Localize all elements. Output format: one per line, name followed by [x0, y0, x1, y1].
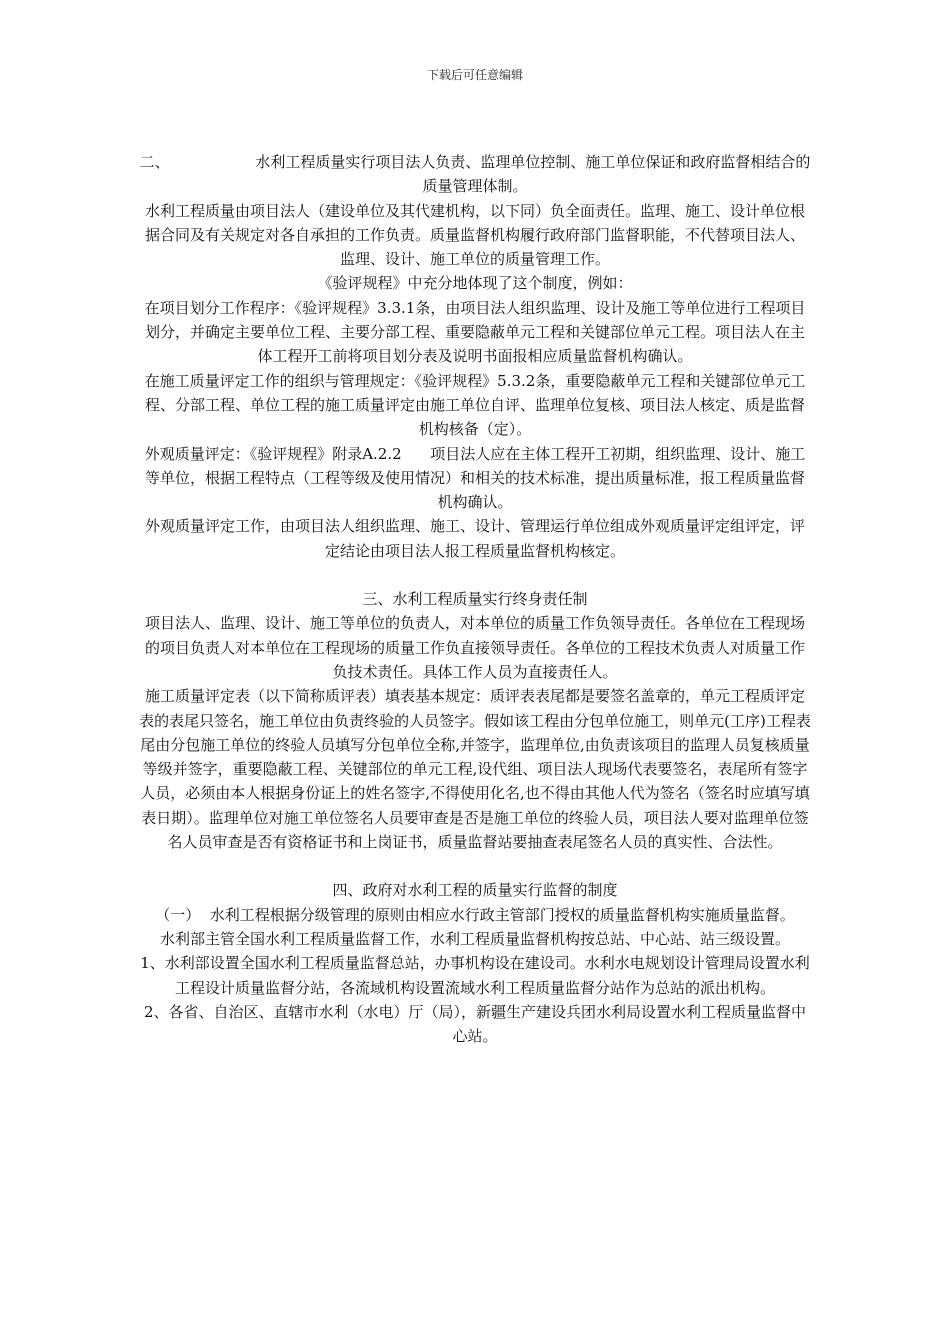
section-4-paragraph-4: 2、各省、自治区、直辖市水利（水电）厅（局），新疆生产建设兵团水利局设置水利工程质量监督中心站。 [143, 1002, 807, 1046]
section-4-paragraph-2: 水利部主管全国水利工程质量监督工作，水利工程质量监督机构按总站、中心站、站三级设置。 [159, 929, 790, 948]
section-2-paragraph-5: 外观质量评定：《验评规程》附录A.2.2 项目法人应在主体工程开工初期，组织监理、设计、施工等单位，根据工程特点（工程等级及使用情况）和相关的技术标准，提出质量标准，报工程质量监督机构确认。 [144, 444, 806, 512]
section-4-heading: 四、政府对水利工程的质量实行监督的制度 [332, 881, 618, 900]
section-spacer [138, 563, 812, 587]
section-2-paragraph-3: 在项目划分工作程序：《验评规程》3.3.1条，由项目法人组织监理、设计及施工等单位进行工程项目划分，并确定主要单位工程、主要分部工程、重要隐蔽单元工程和关键部位单元工程。项目法人在主体工程开工前将项目划分表及说明书面报相应质量监督机构确认。 [144, 298, 806, 366]
page-header: 下载后可任意编辑 [426, 68, 523, 82]
section-4-paragraph-3: 1、水利部设置全国水利工程质量监督总站，办事机构设在建设司。水利水电规划设计管理局设置水利工程设计质量监督分站，各流域机构设置流域水利工程质量监督分站作为总站的派出机构。 [140, 954, 810, 997]
section-2-paragraph-6: 外观质量评定工作，由项目法人组织监理、施工、设计、管理运行单位组成外观质量评定组评定，评定结论由项目法人报工程质量监督机构核定。 [144, 517, 805, 560]
document-body [138, 150, 812, 1048]
section-2-paragraph-4: 在施工质量评定工作的组织与管理规定：《验评规程》5.3.2条，重要隐蔽单元工程和关键部位单元工程、分部工程、单位工程的施工质量评定由施工单位自评、监理单位复核、项目法人核定、质是监督机构核备（定）。 [144, 371, 806, 439]
section-3-paragraph-2: 施工质量评定表（以下简称质评表）填表基本规定：质评表表尾都是要签名盖章的，单元工程质评定表的表尾只签名，施工单位由负责终验的人员签字。假如该工程由分包单位施工，则单元(工序)工程表尾由分包施工单位的终验人员填写分包单位全称,并签字，监理单位,由负责该项目的监理人员复核质量等级并签字，重要隐蔽工程、关键部位的单元工程,设代组、项目法人现场代表要签名，表尾所有签字人员，必须由本人根据身份证上的姓名签字,不得使用化名,也不得由其他人代为签名（签名时应填写填表日期）。监理单位对施工单位签名人员要审查是否是施工单位的终验人员，项目法人要对监理单位签名人员审查是否有资格证书和上岗证书，质量监督站要抽查表尾签名人员的真实性、合法性。 [139, 687, 811, 852]
section-3-paragraph-1: 项目法人、监理、设计、施工等单位的负责人，对本单位的质量工作负领导责任。各单位在工程现场的项目负责人对本单位在工程现场的质量工作负直接领导责任。各单位的工程技术负责人对质量工作负技术责任。具体工作人员为直接责任人。 [144, 614, 805, 681]
section-2-heading: 二、 水利工程质量实行项目法人负责、监理单位控制、施工单位保证和政府监督相结合的质量管理体制。 [139, 153, 811, 196]
section-4-paragraph-1: （一） 水利工程根据分级管理的原则由相应水行政主管部门授权的质量监督机构实施质量监督。 [155, 905, 795, 924]
section-2-paragraph-2: 《验评规程》中充分地体现了这个制度，例如： [317, 274, 633, 293]
section-spacer [138, 854, 812, 878]
section-3-heading: 三、水利工程质量实行终身责任制 [362, 590, 588, 609]
section-2-paragraph-1: 水利工程质量由项目法人（建设单位及其代建机构，以下同）负全面责任。监理、施工、设计单位根据合同及有关规定对各自承担的工作负责。质量监督机构履行政府部门监督职能，不代替项目法人、监理、设计、施工单位的质量管理工作。 [144, 201, 805, 269]
